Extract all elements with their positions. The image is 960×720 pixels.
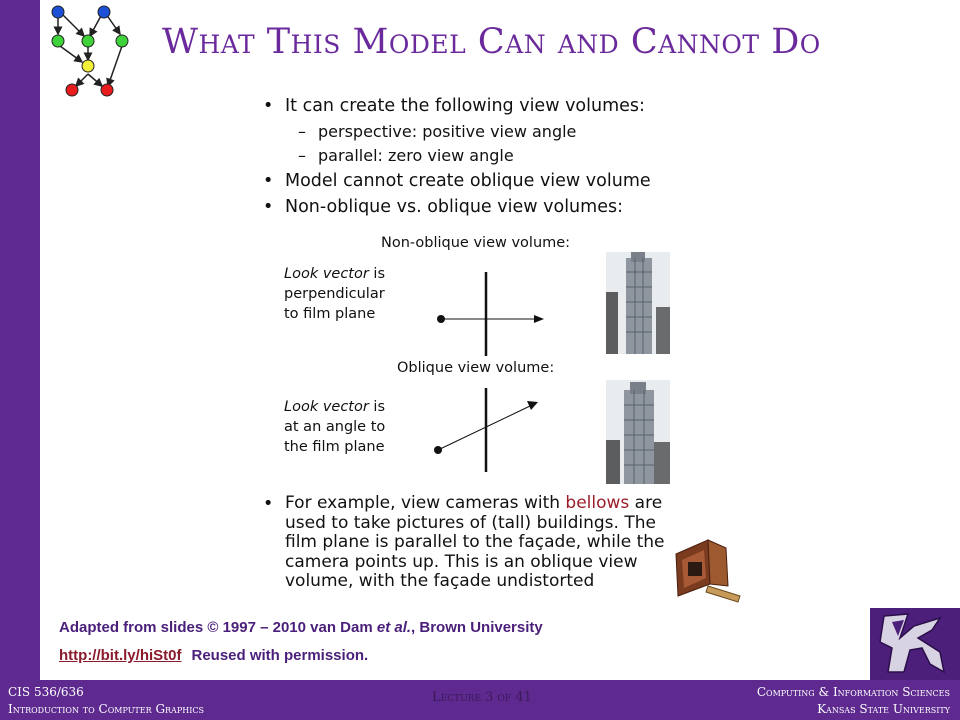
source-link[interactable]: http://bit.ly/hiSt0f xyxy=(59,647,182,664)
bullet-item xyxy=(263,197,623,217)
credit-text: Adapted from slides © 1997 – 2010 van Dam xyxy=(59,619,377,636)
oblique-diagram xyxy=(430,384,555,476)
dash-icon: – xyxy=(298,122,306,141)
desc-text: perpendicular xyxy=(284,286,385,302)
view-camera-image xyxy=(668,534,744,606)
oblique-description xyxy=(284,397,385,457)
example-text: For example, view cameras with xyxy=(285,493,566,513)
footer-course-title: Introduction to Computer Graphics xyxy=(8,702,204,716)
ksu-logo xyxy=(870,608,960,680)
bullet-dot-icon: • xyxy=(263,96,274,116)
dash-icon: – xyxy=(298,146,306,165)
credit-link-line xyxy=(59,647,368,664)
sub-bullet-item xyxy=(298,146,514,165)
footer-department: Computing & Information Sciences xyxy=(756,685,950,699)
example-text: are used to take pictures of (tall) buildings. The film plane is parallel to the façade, while the camera points up. This is an oblique view volume, with the façade undistorted xyxy=(285,493,665,591)
bellows-highlight: bellows xyxy=(565,493,630,513)
look-vector-line xyxy=(438,406,530,450)
footer-lecture: Lecture 3 of 41 xyxy=(432,690,532,705)
look-vector-term: Look vector xyxy=(284,266,369,282)
credit-line xyxy=(59,619,543,636)
credit-italic: et al. xyxy=(376,619,412,636)
bullet-dot-icon: • xyxy=(263,197,274,217)
non-oblique-heading: Non-oblique view volume: xyxy=(381,235,571,251)
graph-logo-icon xyxy=(40,2,150,97)
look-vector-term: Look vector xyxy=(284,399,369,415)
bullet-text: It can create the following view volumes: xyxy=(285,96,645,116)
sub-bullet-text: parallel: zero view angle xyxy=(318,146,514,165)
building-photo-image xyxy=(606,380,670,484)
oblique-heading: Oblique view volume: xyxy=(397,360,555,376)
bullet-item xyxy=(263,96,645,116)
desc-text: to film plane xyxy=(284,306,376,322)
footer-course-code: CIS 536/636 xyxy=(8,685,84,699)
powercat-logo-icon xyxy=(870,608,960,680)
bullet-dot-icon: • xyxy=(263,171,274,191)
permission-text: Reused with permission. xyxy=(191,647,369,664)
bullet-text: Non-oblique vs. oblique view volumes: xyxy=(285,197,623,217)
bullet-item xyxy=(263,171,651,191)
bullet-text: Model cannot create oblique view volume xyxy=(285,171,651,191)
desc-text: the film plane xyxy=(284,439,385,455)
credit-text: , Brown University xyxy=(411,619,543,636)
example-paragraph xyxy=(285,494,685,592)
desc-text: at an angle to xyxy=(284,419,386,435)
desc-text: is xyxy=(368,266,386,282)
slide-title: What This Model Can and Cannot Do xyxy=(162,22,821,62)
building-photo-image xyxy=(606,252,670,354)
sub-bullet-text: perspective: positive view angle xyxy=(318,122,577,141)
arrow-head-icon xyxy=(527,401,538,410)
arrow-head-icon xyxy=(534,315,544,323)
left-sidebar-bar xyxy=(0,0,40,720)
bullet-dot-icon: • xyxy=(263,494,274,514)
footer-university: Kansas State University xyxy=(817,702,950,716)
non-oblique-diagram xyxy=(430,268,555,360)
non-oblique-description xyxy=(284,264,385,324)
desc-text: is xyxy=(368,399,386,415)
sub-bullet-item xyxy=(298,122,577,141)
